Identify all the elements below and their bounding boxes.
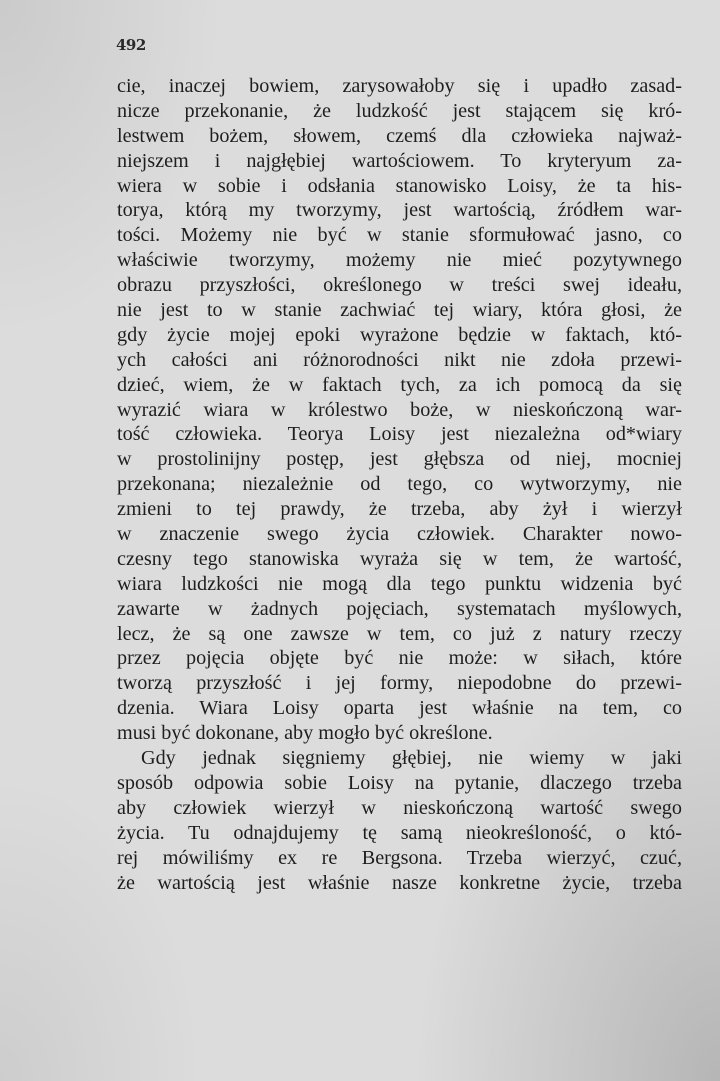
text-line: musi być dokonane, aby mogło być określone. bbox=[117, 722, 493, 745]
text-line: nicze przekonanie, że ludzkość jest stającem się kró- bbox=[117, 99, 682, 122]
text-line: aby człowiek wierzył w nieskończoną wartość swego bbox=[117, 796, 682, 819]
text-line: ych całości ani różnorodności nikt nie zdoła przewi- bbox=[117, 348, 682, 371]
text-line: w prostolinijny postęp, jest głębsza od niej, mocniej bbox=[117, 448, 682, 471]
text-line: tości. Możemy nie być w stanie sformułować jasno, co bbox=[117, 224, 682, 247]
text-line: rej mówiliśmy ex re Bergsona. Trzeba wierzyć, czuć, bbox=[117, 846, 682, 869]
body-text bbox=[117, 74, 682, 895]
text-line: wyrazić wiara w królestwo boże, w nieskończoną war- bbox=[117, 398, 682, 421]
text-line: że wartością jest właśnie nasze konkretne życie, trzeba bbox=[117, 871, 682, 894]
text-line: w znaczenie swego życia człowiek. Charakter nowo- bbox=[117, 523, 682, 546]
text-line: dzenia. Wiara Loisy oparta jest właśnie na tem, co bbox=[117, 697, 682, 720]
text-line: sposób odpowia sobie Loisy na pytanie, dlaczego trzeba bbox=[117, 771, 682, 794]
text-line: lecz, że są one zawsze w tem, co już z natury rzeczy bbox=[117, 622, 682, 645]
text-line: obrazu przyszłości, określonego w treści swej ideału, bbox=[117, 274, 682, 297]
text-line: nie jest to w stanie zachwiać tej wiary, która głosi, że bbox=[117, 299, 682, 322]
text-line: tość człowieka. Teorya Loisy jest niezależna od*wiary bbox=[117, 423, 682, 446]
text-line: tworzą przyszłość i jej formy, niepodobne do przewi- bbox=[117, 672, 682, 695]
text-line: cie, inaczej bowiem, zarysowałoby się i upadło zasad- bbox=[117, 75, 682, 97]
text-line: zawarte w żadnych pojęciach, systematach myślowych, bbox=[117, 597, 682, 620]
text-line: wiara ludzkości nie mogą dla tego punktu widzenia być bbox=[117, 572, 682, 595]
page-number: 492 bbox=[116, 36, 146, 54]
text-line: wiera w sobie i odsłania stanowisko Loisy, że ta his- bbox=[117, 174, 682, 197]
text-line: właściwie tworzymy, możemy nie mieć pozytywnego bbox=[117, 249, 682, 272]
text-line: przez pojęcia objęte być nie może: w siłach, które bbox=[117, 647, 682, 670]
text-line: zmieni to tej prawdy, że trzeba, aby żył i wierzył bbox=[117, 498, 682, 521]
text-line: torya, którą my tworzymy, jest wartością, źródłem war- bbox=[117, 199, 682, 222]
text-line: dzieć, wiem, że w faktach tych, za ich pomocą da się bbox=[117, 373, 682, 396]
text-line: niejszem i najgłębiej wartościowem. To kryteryum za- bbox=[117, 149, 682, 172]
text-line: czesny tego stanowiska wyraża się w tem, że wartość, bbox=[117, 547, 682, 570]
text-line: lestwem bożem, słowem, czemś dla człowieka najważ- bbox=[117, 124, 682, 147]
text-line: życia. Tu odnajdujemy tę samą nieokreśloność, o któ- bbox=[117, 821, 682, 844]
text-line: przekonana; niezależnie od tego, co wytworzymy, nie bbox=[117, 473, 682, 496]
text-line: gdy życie mojej epoki wyrażone będzie w faktach, któ- bbox=[117, 323, 682, 346]
text-line: Gdy jednak sięgniemy głębiej, nie wiemy w jaki bbox=[141, 747, 682, 770]
